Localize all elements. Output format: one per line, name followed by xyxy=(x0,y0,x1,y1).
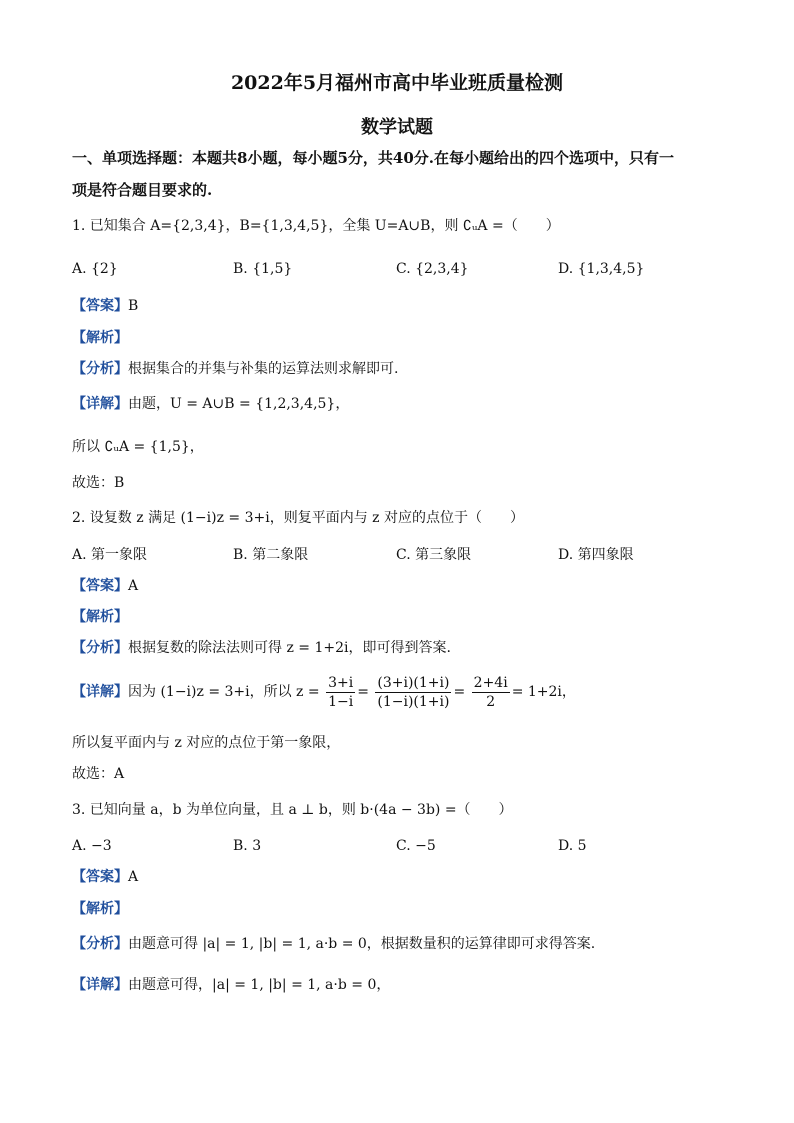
q1-fenxi: 根据集合的并集与补集的运算法则求解即可. xyxy=(128,361,399,377)
q1-answer-line xyxy=(72,296,138,316)
q3-option-d: D. 5 xyxy=(558,838,587,854)
q2-option-c: C. 第三象限 xyxy=(396,547,472,563)
q3-answer-line xyxy=(72,867,138,887)
q1-analysis-tag xyxy=(72,328,128,348)
q1-option-b: B. {1,5} xyxy=(233,261,293,277)
q2-answer-line xyxy=(72,576,138,596)
fenxi-tag: 【分析】 xyxy=(72,361,128,377)
fraction-2 xyxy=(375,674,451,711)
q3-stem: 3. 已知向量 a，b 为单位向量，且 a ⊥ b，则 b·(4a − 3b) =（ ） xyxy=(72,802,513,818)
q3-xiangjie: 由题意可得，|a| = 1, |b| = 1, a·b = 0， xyxy=(128,977,391,993)
q2-option-b: B. 第二象限 xyxy=(233,547,309,563)
q3-xiangjie-line xyxy=(72,975,390,995)
q2-analysis-tag xyxy=(72,607,128,627)
answer-tag: 【答案】 xyxy=(72,869,128,885)
document-subtitle: 数学试题 xyxy=(361,117,433,138)
q3-option-b: B. 3 xyxy=(233,838,262,854)
analysis-tag: 【解析】 xyxy=(72,330,128,346)
q1-answer: B xyxy=(128,298,139,314)
q1-xiangjie-line xyxy=(72,394,349,414)
q2-fenxi-line xyxy=(72,638,451,658)
q3-fenxi-line xyxy=(72,934,595,954)
xiangjie-tag: 【详解】 xyxy=(72,684,128,700)
section-heading-line1: 一、单项选择题：本题共8小题，每小题5分，共40分.在每小题给出的四个选项中，只有一 xyxy=(72,149,674,167)
fraction-2-denominator: (1−i)(1+i) xyxy=(377,693,450,710)
q2-option-a: A. 第一象限 xyxy=(72,547,148,563)
xiangjie-tag: 【详解】 xyxy=(72,977,128,993)
q2-choice: 故选：A xyxy=(72,766,125,782)
fraction-2-numerator: (3+i)(1+i) xyxy=(377,674,450,691)
q2-stem: 2. 设复数 z 满足 (1−i)z = 3+i，则复平面内与 z 对应的点位于（ ） xyxy=(72,510,524,526)
q1-stem: 1. 已知集合 A={2,3,4}，B={1,3,4,5}，全集 U=A∪B，则 ∁ᵤA =（ ） xyxy=(72,218,560,234)
q1-conclusion: 所以 ∁ᵤA = {1,5}， xyxy=(72,439,204,455)
q1-option-c: C. {2,3,4} xyxy=(396,261,469,277)
q3-fenxi: 由题意可得 |a| = 1, |b| = 1, a·b = 0，根据数量积的运算律即可求得答案. xyxy=(128,936,596,952)
fenxi-tag: 【分析】 xyxy=(72,936,128,952)
q2-fenxi: 根据复数的除法法则可得 z = 1+2i，即可得到答案. xyxy=(128,640,451,656)
xiangjie-tag: 【详解】 xyxy=(72,396,128,412)
analysis-tag: 【解析】 xyxy=(72,609,128,625)
fraction-1 xyxy=(326,674,355,711)
q2-answer: A xyxy=(128,578,139,594)
q3-answer: A xyxy=(128,869,139,885)
q3-option-a: A. −3 xyxy=(72,838,112,854)
q1-option-d: D. {1,3,4,5} xyxy=(558,261,645,277)
analysis-tag: 【解析】 xyxy=(72,901,128,917)
q1-fenxi-line xyxy=(72,359,398,379)
q2-xiangjie-post: = 1+2i， xyxy=(511,684,576,700)
fraction-3 xyxy=(472,674,510,711)
q1-choice: 故选：B xyxy=(72,475,125,491)
fenxi-tag: 【分析】 xyxy=(72,640,128,656)
fraction-3-denominator: 2 xyxy=(486,693,496,710)
section-heading-line2: 项是符合题目要求的. xyxy=(72,181,213,199)
document-title: 2022年5月福州市高中毕业班质量检测 xyxy=(230,72,564,94)
q2-xiangjie-line: 【详解】因为 (1−i)z = 3+i，所以 z = $\frac{3+i}{1-i}$ = $\frac{(3+i)(1+i)}{(1-i)(1+i)}$ = $\frac{2+4i}{2}$ = 1+2i， xyxy=(72,674,576,710)
fraction-3-numerator: 2+4i xyxy=(473,674,508,691)
fraction-1-numerator: 3+i xyxy=(328,674,354,691)
q1-xiangjie: 由题，U = A∪B = {1,2,3,4,5}， xyxy=(128,396,350,412)
fraction-1-denominator: 1−i xyxy=(328,693,354,710)
answer-tag: 【答案】 xyxy=(72,578,128,594)
q2-option-d: D. 第四象限 xyxy=(558,547,634,563)
q1-option-a: A. {2} xyxy=(72,261,118,277)
q3-option-c: C. −5 xyxy=(396,838,436,854)
q3-analysis-tag xyxy=(72,899,128,919)
answer-tag: 【答案】 xyxy=(72,298,128,314)
q2-conclusion: 所以复平面内与 z 对应的点位于第一象限， xyxy=(72,735,341,751)
q2-xiangjie-pre: 因为 (1−i)z = 3+i，所以 z = xyxy=(128,684,320,700)
